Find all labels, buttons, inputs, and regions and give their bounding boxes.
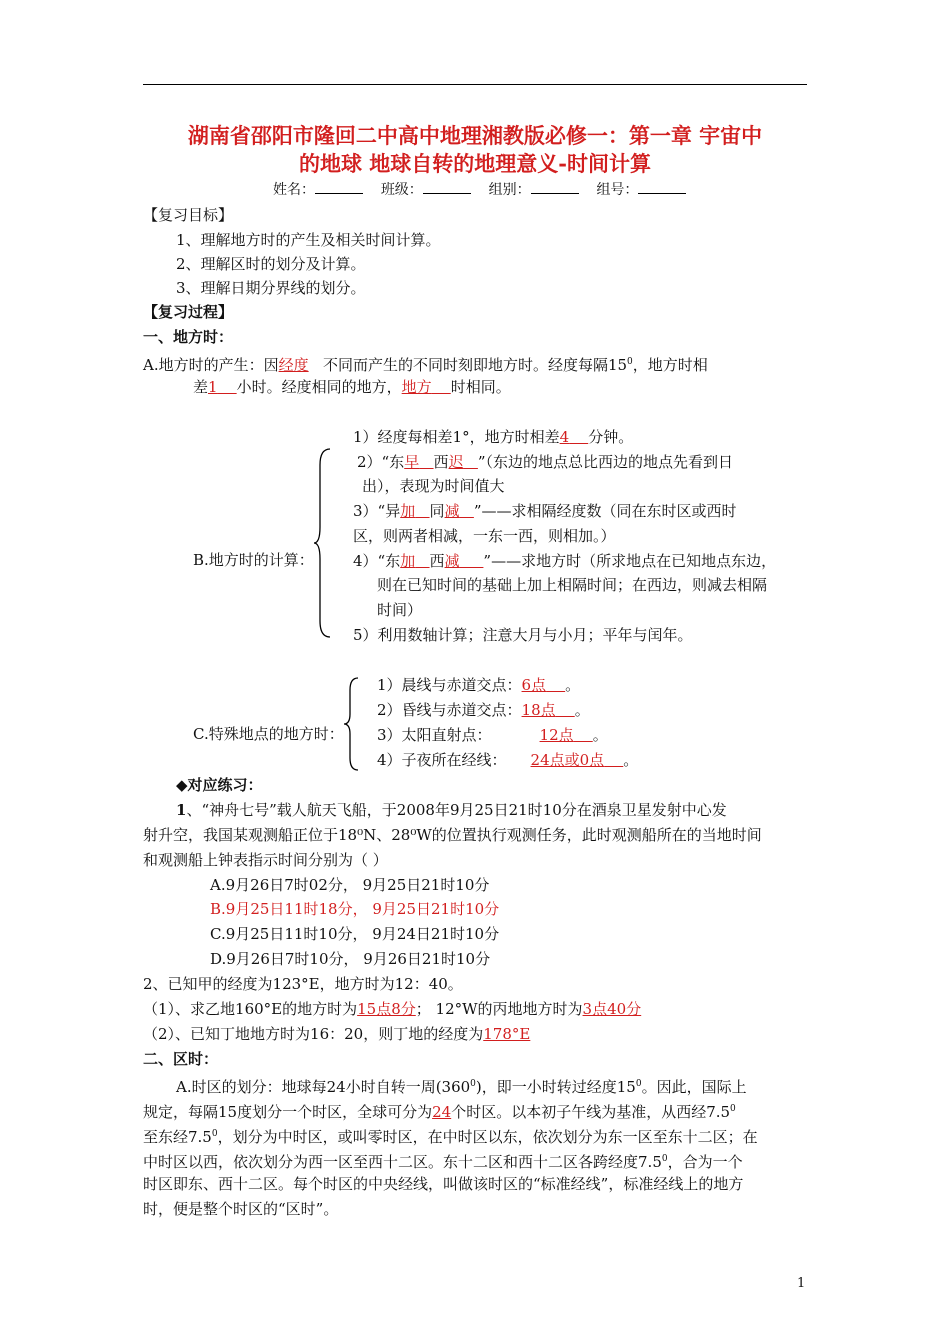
header-rule [143, 84, 807, 85]
calc-rule-3-cont: 区，则两者相减，一东一西，则相加。） [353, 527, 616, 545]
q1-line1: 1、“神舟七号”载人航天飞船，于2008年9月25日21时10分在酒泉卫星发射中心发 [176, 801, 727, 819]
doc-title-line1: 湖南省邵阳市隆回二中高中地理湘教版必修一：第一章 宇宙中 [187, 123, 763, 148]
q2-part2: （2）、已知丁地地方时为16：20，则丁地的经度为178°E [143, 1025, 531, 1043]
doc-title-line2: 的地球 地球自转的地理意义-时间计算 [298, 151, 652, 176]
calc-rule-2-cont: 出），表现为时间值大 [362, 477, 505, 495]
practice-heading: ◆对应练习： [176, 776, 263, 794]
calc-rule-3: 3）“异加 同减 ”——求相隔经度数（同在东时区或西时 [353, 502, 737, 520]
zone-para-line3: 至东经$7.5^0$，划分为中时区，或叫零时区，在中时区以东，依次划分为东一区至东十二区；在 [143, 1128, 758, 1146]
goals-heading: 【复习目标】 [143, 206, 234, 224]
q2-line1: 2、已知甲的经度为123°E，地方时为12：40。 [143, 975, 463, 993]
page-number: 1 [797, 1276, 806, 1291]
special-point-2: 2）昏线与赤道交点：18点 。 [377, 701, 590, 719]
zone-para-line1: A.时区的划分：地球每24小时自转一周$(360^0)$，即一小时转过经度$15^0$。因此，国际上 [176, 1078, 747, 1096]
section2-heading: 二、区时： [143, 1050, 219, 1068]
special-point-3: 3）太阳直射点： 12点 。 [377, 726, 608, 744]
calc-rule-1: 1）经度每相差1°，地方时相差4 分钟。 [353, 428, 634, 446]
section1-heading: 一、地方时： [143, 328, 234, 346]
local-time-origin-line2: 差1 小时。经度相同的地方，地方 时相同。 [193, 378, 511, 396]
calc-rule-5: 5）利用数轴计算；注意大月与小月；平年与闰年。 [353, 626, 693, 644]
special-point-1: 1）晨线与赤道交点：6点 。 [377, 676, 581, 694]
brace-special-points [342, 676, 362, 772]
q1-line3: 和观测船上钟表指示时间分别为（ ） [143, 851, 388, 869]
goal-item: 2、理解区时的划分及计算。 [176, 255, 366, 273]
calc-label: B.地方时的计算： [193, 551, 314, 569]
q1-line2: 射升空，我国某观测船正位于18⁰N、28⁰W的位置执行观测任务，此时观测船所在的当地时间 [143, 826, 762, 844]
zone-para-line6: 时，便是整个时区的“区时”。 [143, 1200, 339, 1218]
q1-option-d: D.9月26日7时10分， 9月26日21时10分 [210, 950, 491, 968]
zone-para-line4: 中时区以西，依次划分为西一区至西十二区。东十二区和西十二区各跨经度$7.5^0$，合为一个 [143, 1153, 743, 1171]
local-time-origin-line1: A.地方时的产生：因经度 不同而产生的不同时刻即地方时。经度每隔$15^0$，地方时相 [143, 356, 708, 374]
info-line: 姓名： 班级： 组别： 组号： [273, 179, 686, 200]
goal-item: 3、理解日期分界线的划分。 [176, 279, 366, 297]
q2-part1: （1）、求乙地160°E的地方时为15点8分； 12°W的丙地地方时为3点40分 [143, 1000, 642, 1018]
q1-option-b-correct: B.9月25日11时18分， 9月25日21时10分 [210, 900, 500, 918]
calc-rule-4-cont: 则在已知时间的基础上加上相隔时间；在西边，则减去相隔 [377, 576, 768, 594]
q1-option-a: A.9月26日7时02分， 9月25日21时10分 [210, 876, 490, 894]
q1-option-c: C.9月25日11时10分， 9月24日21时10分 [210, 925, 500, 943]
calc-rule-4-cont2: 时间） [377, 601, 423, 619]
special-label: C.特殊地点的地方时： [193, 725, 344, 743]
calc-rule-2: 2）“东早 西迟 ”（东边的地点总比西边的地点先看到日 [357, 453, 734, 471]
special-point-4: 4）子夜所在经线： 24点或0点 。 [377, 751, 639, 769]
brace-calculation [312, 447, 334, 639]
calc-rule-4: 4）“东加 西减 ”——求地方时（所求地点在已知地点东边， [353, 552, 777, 570]
process-heading: 【复习过程】 [143, 303, 234, 321]
zone-para-line2: 规定，每隔15度划分一个时区，全球可分为24个时区。以本初子午线为基准，从西经$7.5^0$ [143, 1103, 736, 1121]
zone-para-line5: 时区即东、西十二区。每个时区的中央经线，叫做该时区的“标准经线”，标准经线上的地方 [143, 1175, 744, 1193]
goal-item: 1、理解地方时的产生及相关时间计算。 [176, 231, 441, 249]
